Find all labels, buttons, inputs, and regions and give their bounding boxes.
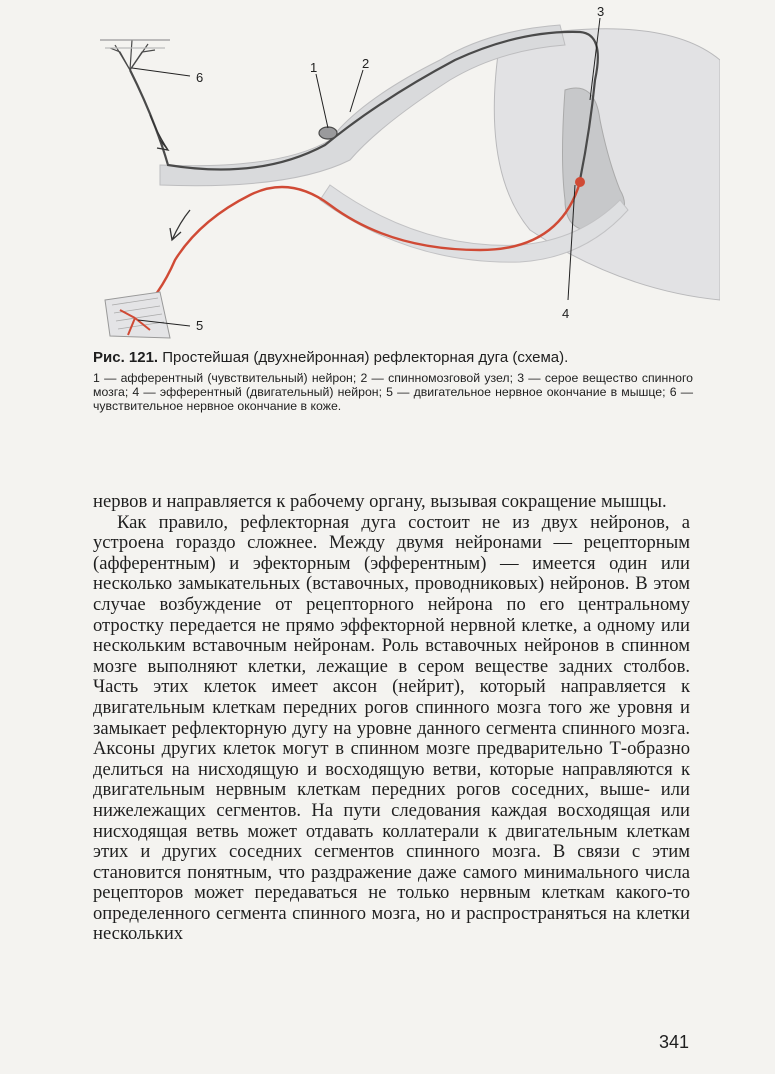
leader-line-6 <box>132 68 190 76</box>
motor-neuron-body <box>575 177 585 187</box>
figure-title: Простейшая (двухнейронная) рефлекторная дуга (схема). <box>158 349 569 366</box>
paragraph-main: Как правило, рефлекторная дуга состоит не из двух нейронов, а устроена гораздо сложнее. Между двумя нейронами — рецепторным (афферентным) и эфекторным (эфферентным) — имеется один или несколько замыкательных (вставочных, проводниковых) нейронов. В этом случае возбуждение от рецепторного нейрона по его центральному отростку передается не прямо эффекторной нервной клетке, а одному или нескольким вставочным нейронам. Роль вставочных нейронов в спинном мозге выполняют клетки, лежащие в сером веществе задних столбов. Часть этих клеток имеет аксон (нейрит), который направляется к двигательным клеткам передних рогов спинного мозга того же уровня и замыкает рефлекторную дугу на уровне данного сегмента спинного мозга. Аксоны других клеток могут в спинном мозге предварительно Т-образно делиться на нисходящую и восходящую ветви, которые направляются к двигательным нервным клеткам передних рогов соседних, выше- или нижележащих сегментов. На пути следования каждая восходящая или нисходящая ветвь может отдавать коллатерали к двигательным клеткам этих и других соседних сегментов спинного мозга. В связи с этим становится понятным, что раздражение даже самого минимального числа рецепторов может передаваться не только нервным клеткам какого-то определенного сегмента спинного мозга, но и распространяться на клетки нескольких <box>93 511 690 945</box>
figure-caption <box>93 348 693 413</box>
caption-title <box>93 348 693 367</box>
leader-line-2 <box>350 70 363 112</box>
reflex-arc-figure <box>60 0 720 340</box>
label-2: 2 <box>362 56 370 71</box>
label-5: 5 <box>196 318 204 333</box>
afferent-arrow <box>150 115 168 150</box>
page-number: 341 <box>659 1032 690 1052</box>
label-1: 1 <box>310 60 318 75</box>
reflex-arc-diagram <box>60 0 720 340</box>
leader-line-1 <box>316 74 328 128</box>
body-text <box>93 492 690 945</box>
muscle-motor-ending <box>105 292 170 338</box>
label-3: 3 <box>597 4 605 19</box>
label-6: 6 <box>196 70 204 85</box>
figure-number: Рис. 121. <box>93 349 159 366</box>
paragraph-continuation: нервов и направляется к рабочему органу, вызывая сокращение мышцы. <box>93 491 667 512</box>
efferent-arrow <box>170 210 190 240</box>
skin-receptor-ending <box>100 40 170 70</box>
caption-legend: 1 — афферентный (чувствительный) нейрон; 2 — спинномозговой узел; 3 — серое вещество спинного мозга; 4 — эфферентный (двигательный) нейрон; 5 — двигательное нервное окончание в мышце; 6 — чувствительное нервное окончание в коже. <box>93 371 693 413</box>
spinal-ganglion-cell <box>319 127 337 139</box>
label-4: 4 <box>562 306 570 321</box>
